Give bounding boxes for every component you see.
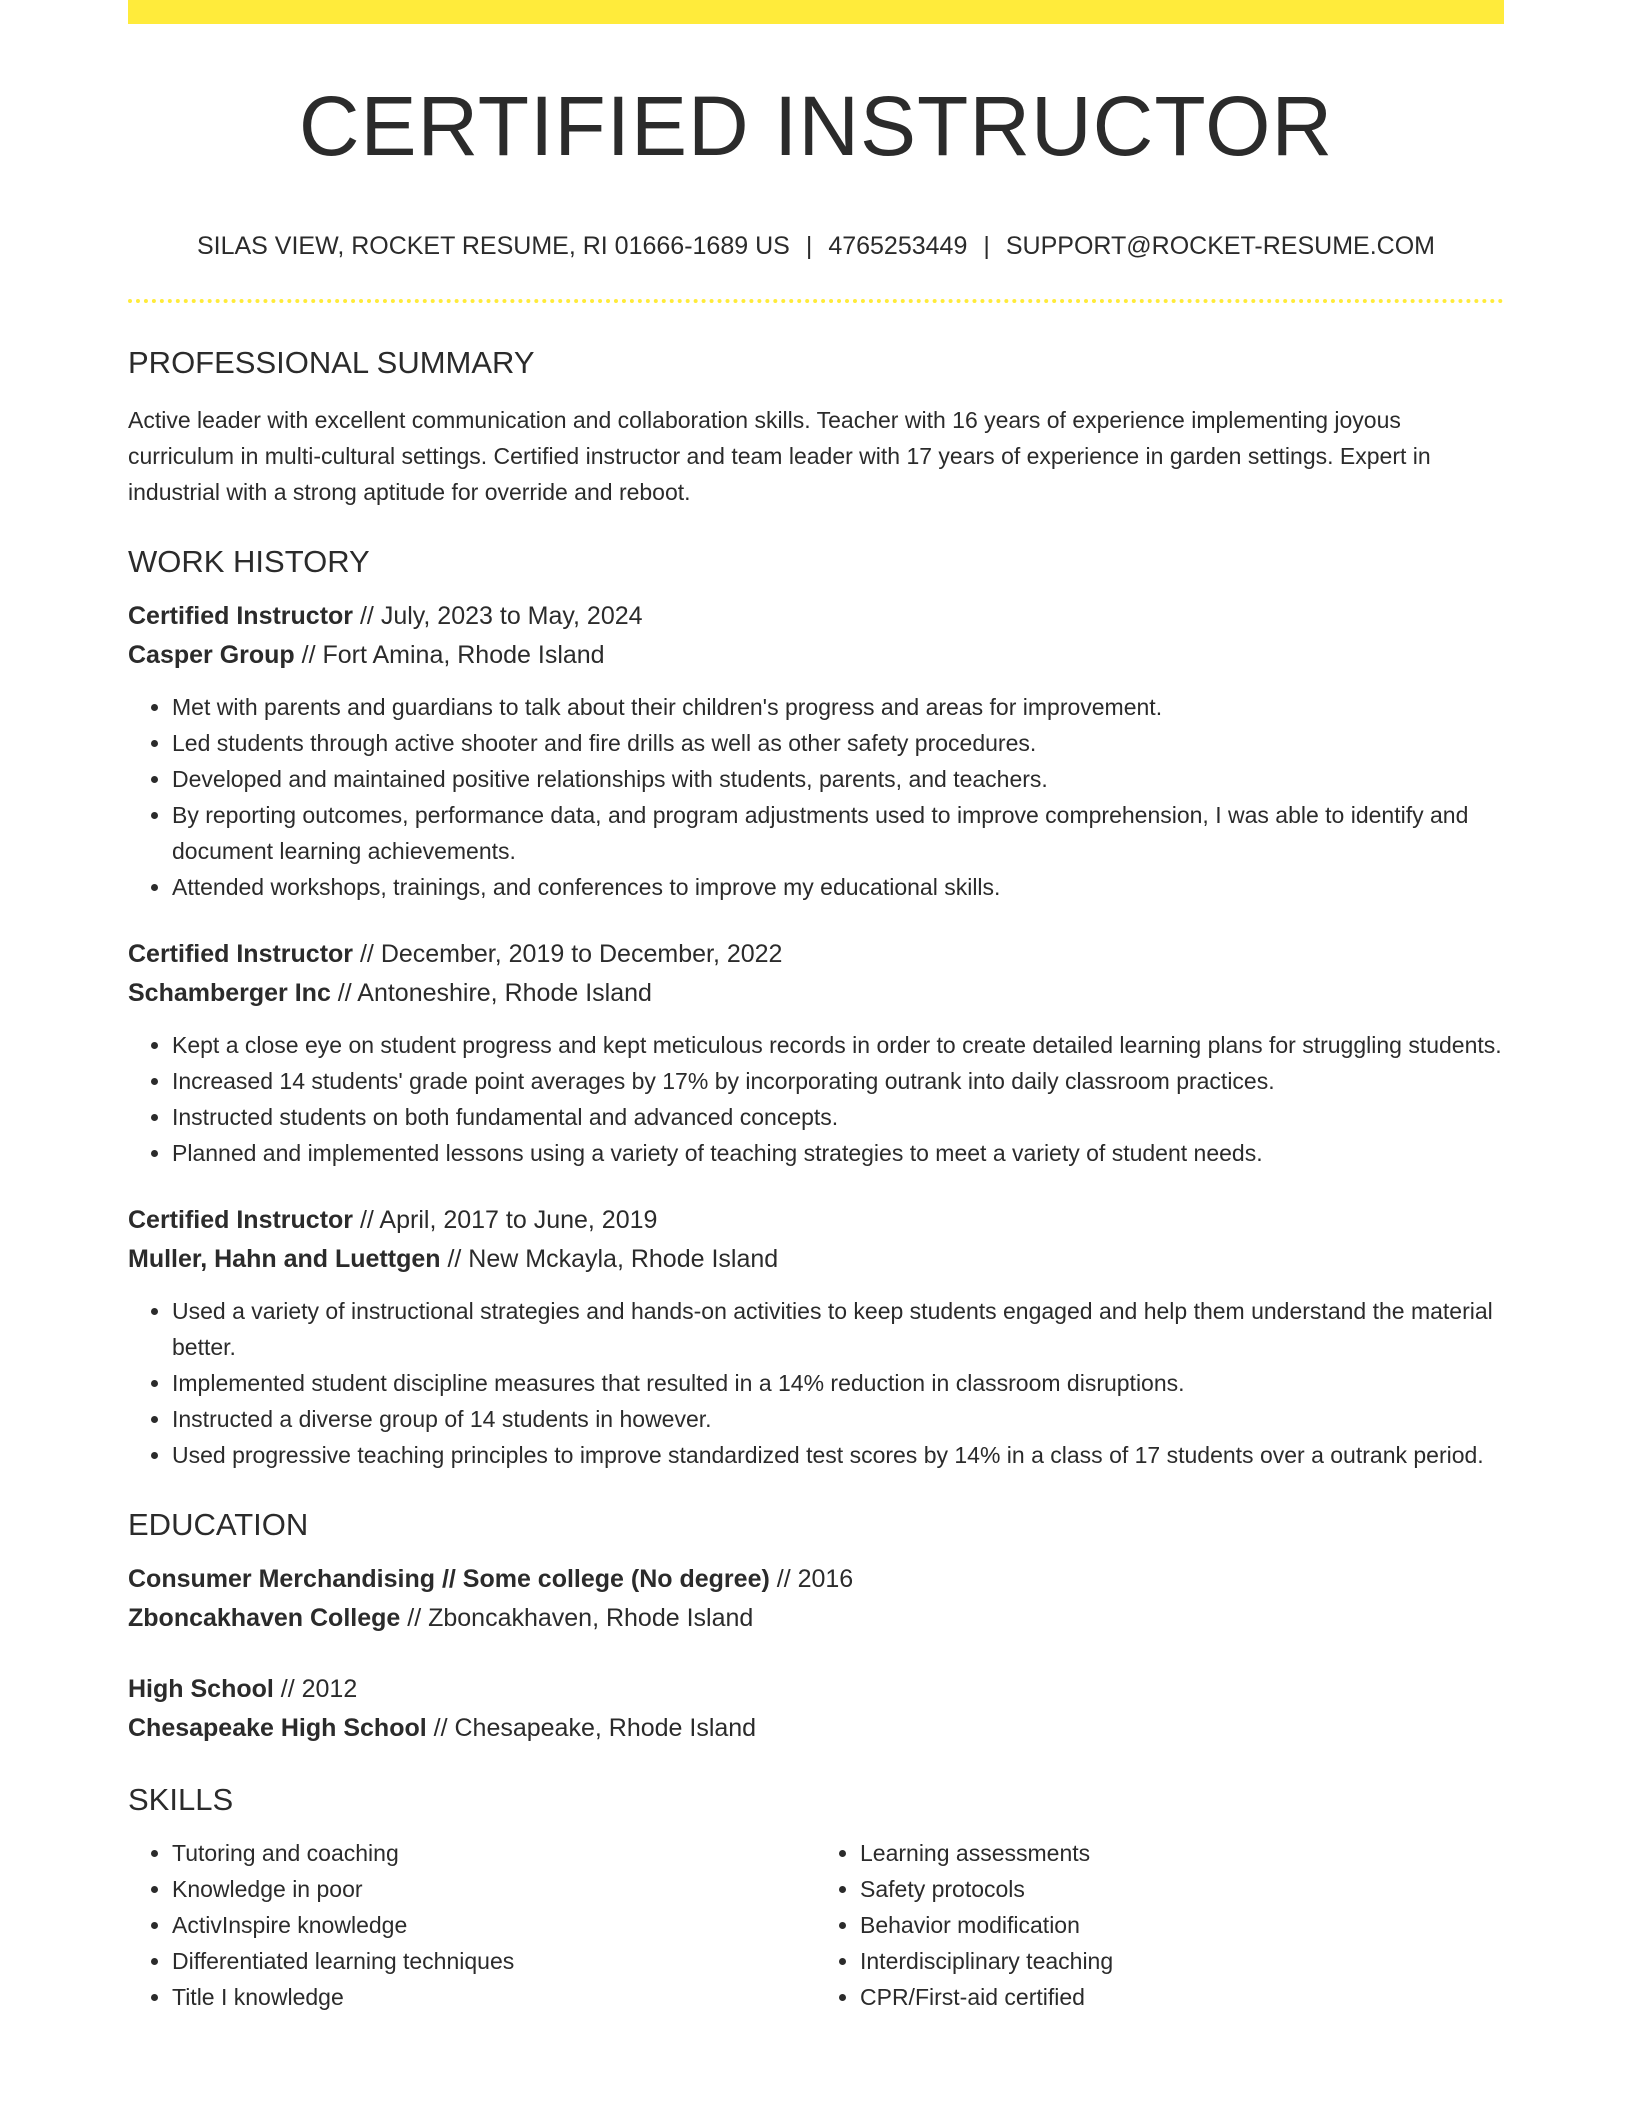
skill-item: • ActivInspire knowledge [172, 1907, 816, 1943]
skill-item: • Learning assessments [860, 1835, 1504, 1871]
education-year: // 2016 [769, 1565, 854, 1593]
job-bullet: • Attended workshops, trainings, and conferences to improve my educational skills. [172, 869, 1504, 905]
job-role: Certified Instructor [128, 1206, 354, 1234]
skill-item: • Differentiated learning techniques [172, 1943, 816, 1979]
job-bullet: • Led students through active shooter and fire drills as well as other safety procedures. [172, 725, 1504, 761]
job-bullet: • Used a variety of instructional strategies and hands-on activities to keep students engaged and help them understand the material better. [172, 1293, 1504, 1365]
job-role: Certified Instructor [128, 602, 354, 630]
education-location: // Chesapeake, Rhode Island [426, 1714, 757, 1742]
contact-line [128, 234, 1504, 259]
job-location: // New Mckayla, Rhode Island [440, 1245, 779, 1273]
job-bullet: • Used progressive teaching principles to improve standardized test scores by 14% in a class of 17 students over a outrank period. [172, 1437, 1504, 1473]
summary-text: Active leader with excellent communication and collaboration skills. Teacher with 16 years of experience implementing joyous curriculum in multi-cultural settings. Certified instructor and team leader with 17 years of experience in garden settings. Expert in industrial with a strong aptitude for override and reboot. [128, 407, 1431, 505]
job-bullets [128, 1027, 1504, 1171]
skill-item: • Tutoring and coaching [172, 1835, 816, 1871]
education-title: EDUCATION [128, 1507, 309, 1542]
work-history-title: WORK HISTORY [128, 544, 370, 579]
job-dates: // April, 2017 to June, 2019 [353, 1206, 658, 1234]
job-bullet: • Implemented student discipline measures that resulted in a 14% reduction in classroom disruptions. [172, 1365, 1504, 1401]
skill-item: • CPR/First-aid certified [860, 1979, 1504, 2015]
contact-separator: | [983, 232, 990, 260]
education-school-line [128, 1709, 1504, 1748]
skill-item: • Behavior modification [860, 1907, 1504, 1943]
education-entry [128, 1560, 1504, 1638]
job-bullet: • Instructed a diverse group of 14 students in however. [172, 1401, 1504, 1437]
skills-title: SKILLS [128, 1782, 234, 1817]
job-title-line [128, 1201, 1504, 1240]
job-company: Schamberger Inc [128, 979, 331, 1007]
job-bullets [128, 689, 1504, 905]
job-bullet: • Kept a close eye on student progress and kept meticulous records in order to create detailed learning plans for struggling students. [172, 1027, 1504, 1063]
contact-email: SUPPORT@ROCKET-RESUME.COM [1005, 232, 1435, 260]
education-location: // Zboncakhaven, Rhode Island [400, 1604, 754, 1632]
header-divider [128, 299, 1504, 303]
job-dates: // July, 2023 to May, 2024 [353, 602, 643, 630]
education-year: // 2012 [273, 1675, 358, 1703]
education-school: Zboncakhaven College [128, 1604, 401, 1632]
skill-item: • Knowledge in poor [172, 1871, 816, 1907]
education-degree-line [128, 1670, 1504, 1709]
job-bullet: • Increased 14 students' grade point averages by 17% by incorporating outrank into daily classroom practices. [172, 1063, 1504, 1099]
contact-address: SILAS VIEW, ROCKET RESUME, RI 01666-1689 US [196, 232, 790, 260]
top-accent-bar [128, 0, 1504, 24]
job-bullet: • By reporting outcomes, performance data, and program adjustments used to improve comprehension, I was able to identify and document learning achievements. [172, 797, 1504, 869]
job-bullet: • Developed and maintained positive relationships with students, parents, and teachers. [172, 761, 1504, 797]
resume-page [128, 0, 1504, 2015]
job-dates: // December, 2019 to December, 2022 [353, 940, 783, 968]
skills-grid [128, 1835, 1504, 2015]
job-role: Certified Instructor [128, 940, 354, 968]
education-school-line [128, 1599, 1504, 1638]
job-location: // Fort Amina, Rhode Island [294, 641, 605, 669]
resume-name: CERTIFIED INSTRUCTOR [298, 79, 1334, 173]
job-company-line [128, 1240, 1504, 1279]
job-bullets [128, 1293, 1504, 1473]
job-title-line [128, 597, 1504, 636]
education-degree: High School [128, 1675, 274, 1703]
job-company-line [128, 974, 1504, 1013]
contact-separator: | [805, 232, 813, 260]
job-company: Muller, Hahn and Luettgen [128, 1245, 441, 1273]
job-entry [128, 935, 1504, 1171]
job-title-line [128, 935, 1504, 974]
education-school: Chesapeake High School [128, 1714, 427, 1742]
job-bullet: • Planned and implemented lessons using a variety of teaching strategies to meet a variety of student needs. [172, 1135, 1504, 1171]
skill-item: • Title I knowledge [172, 1979, 816, 2015]
contact-phone: 4765253449 [828, 232, 968, 260]
job-bullet: • Met with parents and guardians to talk about their children's progress and areas for improvement. [172, 689, 1504, 725]
job-location: // Antoneshire, Rhode Island [330, 979, 652, 1007]
summary-title: PROFESSIONAL SUMMARY [128, 345, 535, 380]
skills-column-left [128, 1835, 816, 2015]
job-bullet: • Instructed students on both fundamental and advanced concepts. [172, 1099, 1504, 1135]
education-degree: Consumer Merchandising // Some college (No degree) [128, 1565, 770, 1593]
job-company: Casper Group [128, 641, 295, 669]
skills-column-right [816, 1835, 1504, 2015]
job-company-line [128, 636, 1504, 675]
job-entry [128, 597, 1504, 905]
education-degree-line [128, 1560, 1504, 1599]
job-entry [128, 1201, 1504, 1473]
education-entry [128, 1670, 1504, 1748]
skill-item: • Safety protocols [860, 1871, 1504, 1907]
skill-item: • Interdisciplinary teaching [860, 1943, 1504, 1979]
